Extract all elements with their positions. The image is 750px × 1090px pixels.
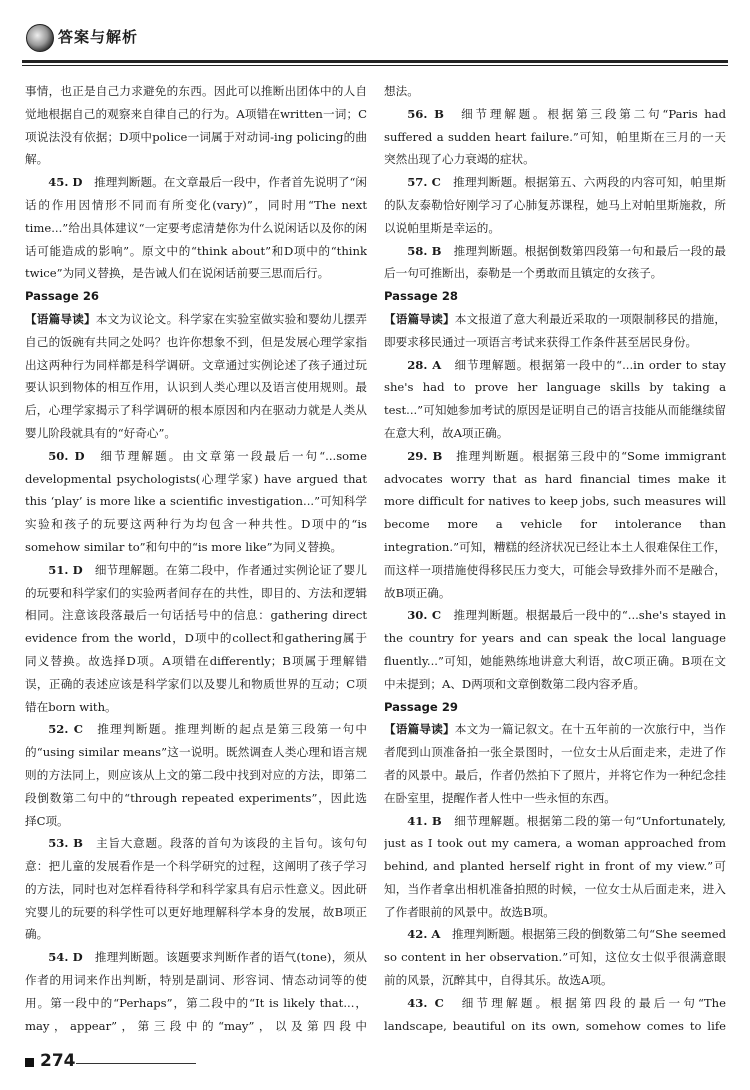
answer-number: 53. B bbox=[48, 836, 83, 851]
footer-square-icon bbox=[25, 1058, 34, 1067]
answer-50 bbox=[25, 445, 367, 559]
answer-43 bbox=[384, 992, 726, 1040]
answer-53 bbox=[25, 832, 367, 946]
continued-paragraph: 想法。 bbox=[384, 84, 419, 98]
answer-text: 推理判断题。推理判断的起点是第三段第一句中的“using similar means”这一说明。既然调查人类心理和语言规则的方法同上，则应该从上文的第二段中找到对应的方法，即第二段倒数第二句中的“through repeated experiments”，因此选择C项。 bbox=[25, 722, 367, 828]
footer-rule bbox=[76, 1063, 196, 1064]
guide-label: 【语篇导读】 bbox=[384, 311, 455, 326]
header-title: 答案与解析 bbox=[58, 28, 139, 46]
answer-text: 推理判断题。该题要求判断作者的语气(tone)，须从作者的用词来作出判断，特别是副词、形容词、情态动词等的使用。第一段中的“Perhaps”，第二段中的“It is likely that...，may，appear”，第三段中的“may”，以及第四段中 bbox=[25, 950, 367, 1033]
header-rule bbox=[22, 60, 728, 63]
answer-41 bbox=[384, 810, 726, 924]
passage-29-heading: Passage 29 bbox=[384, 699, 458, 714]
answer-51 bbox=[25, 559, 367, 719]
answer-text: 细节理解题。根据第四段的最后一句“The landscape, beautiful on its own, somehow comes to life bbox=[384, 995, 726, 1033]
answer-number: 42. A bbox=[407, 927, 441, 942]
passage-26-guide bbox=[25, 308, 367, 445]
continued-paragraph: 事情，也正是自己力求避免的东西。因此可以推断出团体中的人自觉地根据自己的观察来自律自己的行为。A项错在written一词；C项说法没有依据；D项中police一词属于对动词-ing policing的曲解。 bbox=[25, 84, 367, 167]
answer-30 bbox=[384, 604, 726, 695]
answer-58 bbox=[384, 240, 726, 286]
answer-number: 45. D bbox=[48, 175, 83, 190]
answer-number: 58. B bbox=[407, 243, 442, 258]
guide-text: 本文为议论文。科学家在实验室做实验和婴幼儿摆弄自己的饭碗有共同之处吗？也许你想象不到，但是发展心理学家指出这两种行为同样都是科学调研。文章通过实例论述了孩子通过玩要认识到物体的相互作用，认识到人类心理以及语言使用规则。最后，心理学家揭示了科学调研的根本原因和内在驱动力就是人类从婴儿阶段就具有的“好奇心”。 bbox=[25, 311, 367, 440]
answer-text: 推理判断题。根据第三段的倒数第二句“She seemed so content in her observation.”可知，这位女士似乎很满意眼前的风景，沉醉其中，自得其乐。故选A项。 bbox=[384, 927, 726, 988]
answer-number: 51. D bbox=[48, 562, 83, 577]
answer-57 bbox=[384, 171, 726, 239]
passage-28-guide bbox=[384, 308, 726, 354]
answer-number: 50. D bbox=[48, 448, 85, 463]
answer-number: 28. A bbox=[407, 357, 442, 372]
left-column bbox=[25, 80, 367, 1040]
answer-text: 细节理解题。根据第一段中的“...in order to stay she's had to prove her language skills by taking a test...”可知她参加考试的原因是证明自己的语言技能从而能继续留在意大利，故A项正确。 bbox=[384, 357, 726, 440]
answer-29 bbox=[384, 445, 726, 605]
answer-text: 主旨大意题。段落的首句为该段的主旨句。该句句意：把儿童的发展看作是一个科学研究的过程，这阐明了孩子学习的方法，同时也对怎样看待科学和科学家具有启示性意义。因此研究婴儿的玩要的科学性可以更好地理解科学本身的发展，故B项正确。 bbox=[25, 836, 367, 942]
page-number: 274 bbox=[40, 1051, 76, 1071]
answer-number: 56. B bbox=[407, 106, 444, 121]
answer-number: 29. B bbox=[407, 448, 443, 463]
answer-text: 细节理解题。根据第二段的第一句“Unfortunately, just as I took out my camera, a woman approached from behind, and planted herself right in front of my view.”可知，当作者拿出相机准备拍照的时候，一位女士从后面走来，进入了作者眼前的风景中。故选B项。 bbox=[384, 813, 726, 919]
answer-text: 推理判断题。根据倒数第四段第一句和最后一段的最后一句可推断出，泰勒是一个勇敢而且镇定的女孩子。 bbox=[384, 243, 726, 281]
header-rule-thin bbox=[22, 65, 728, 66]
answer-52 bbox=[25, 718, 367, 832]
answer-number: 52. C bbox=[48, 722, 83, 737]
guide-text: 本文为一篇记叙文。在十五年前的一次旅行中，当作者爬到山顶准备拍一张全景图时，一位女士从后面走来，走进了作者的风景中。最后，作者仍然拍下了照片，并将它作为一种纪念挂在卧室里，提醒作者人性中一些永恒的东西。 bbox=[384, 722, 726, 805]
answer-42 bbox=[384, 923, 726, 991]
answer-number: 30. C bbox=[407, 608, 442, 623]
answer-text: 推理判断题。根据第三段中的“Some immigrant advocates worry that as hard financial times make it more difficult for natives to keep jobs, such measures will become more a vehicle for intolerance than integration.”可知，糟糕的经济状况已经让本土人很难保住工作，而这样一项措施使得移民压力变大，可能会导致排外而不是融合，故B项正确。 bbox=[384, 448, 726, 600]
answer-number: 41. B bbox=[407, 813, 442, 828]
answer-54 bbox=[25, 946, 367, 1040]
answer-number: 43. C bbox=[407, 995, 444, 1010]
answer-number: 54. D bbox=[48, 950, 83, 965]
book-logo-icon bbox=[26, 24, 54, 52]
answer-text: 细节理解题。根据第三段第二句“Paris had suffered a sudden heart failure.”可知，帕里斯在三月的一天突然出现了心力衰竭的症状。 bbox=[384, 106, 726, 167]
answer-45 bbox=[25, 171, 367, 285]
passage-29-guide bbox=[384, 718, 726, 809]
guide-label: 【语篇导读】 bbox=[25, 311, 96, 326]
answer-28 bbox=[384, 354, 726, 445]
answer-text: 推理判断题。根据最后一段中的“...she's stayed in the country for years and can speak the local language fluently...”可知，她能熟练地讲意大利语，故C项正确。B项在文中未提到；A、D两项和文章倒数第二段内容矛盾。 bbox=[384, 608, 726, 691]
answer-number: 57. C bbox=[407, 175, 441, 190]
answer-text: 推理判断题。在文章最后一段中，作者首先说明了“闲话的作用因情形不同而有所变化(vary)”，同时用“The next time...”给出具体建议“一定要考虑清楚你为什么说闲话以及你的闲话可能造成的影响”。原文中的“think about”和D项中的“think twice”为同义替换，是告诫人们在说闲话前要三思而后行。 bbox=[25, 175, 367, 281]
answer-text: 细节理解题。在第二段中，作者通过实例论证了婴儿的玩要和科学家们的实验两者间存在的共性，即目的、方法和逻辑相同。注意该段落最后一句话括号中的信息：gathering direct evidence from the world，D项中的collect和gathering属于同义替换。故选择D项。A项错在differently；B项属于理解错误，正确的表述应该是科学家们以及婴儿和物质世界的互动；C项错在born with。 bbox=[25, 562, 367, 714]
guide-label: 【语篇导读】 bbox=[384, 722, 455, 737]
answer-text: 细节理解题。由文章第一段最后一句“...some developmental psychologists(心理学家) have argued that this ‘play’ is more like a scientific investigation...”可知科学实验和孩子的玩要这两种行为均包含一种共性。D项中的“is somehow similar to”和句中的“is more like”为同义替换。 bbox=[25, 448, 367, 554]
passage-28-heading: Passage 28 bbox=[384, 289, 458, 304]
right-column bbox=[384, 80, 726, 1040]
answer-text: 推理判断题。根据第五、六两段的内容可知，帕里斯的队友泰勒恰好刚学习了心肺复苏课程，她马上对帕里斯施救，所以说帕里斯是幸运的。 bbox=[384, 175, 726, 235]
guide-text: 本文报道了意大利最近采取的一项限制移民的措施，即要求移民通过一项语言考试来获得工作条件甚至居民身份。 bbox=[384, 311, 726, 349]
passage-26-heading: Passage 26 bbox=[25, 289, 99, 304]
answer-56 bbox=[384, 103, 726, 171]
